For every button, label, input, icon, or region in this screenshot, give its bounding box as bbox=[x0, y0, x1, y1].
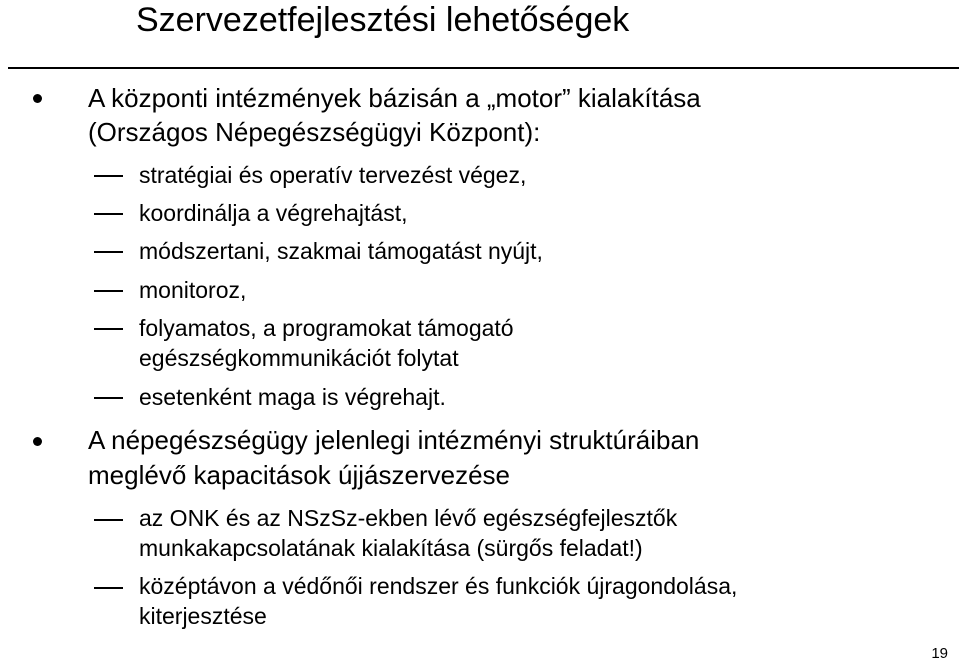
sub-bullet-text-line: kiterjesztése bbox=[139, 603, 267, 629]
sub-bullet-text-line: középtávon a védőnői rendszer és funkciók újragondolása, bbox=[139, 573, 738, 599]
bullet-text-line: meglévő kapacitások újjászervezése bbox=[88, 460, 510, 490]
bullet-text-line: A népegészségügy jelenlegi intézményi struktúráiban bbox=[88, 425, 700, 455]
bullet-text-line: (Országos Népegészségügyi Központ): bbox=[88, 117, 541, 147]
dash-icon bbox=[94, 213, 123, 215]
dash-icon bbox=[94, 175, 123, 177]
sub-bullet-text-line: esetenként maga is végrehajt. bbox=[139, 384, 446, 410]
title-divider bbox=[8, 67, 959, 69]
dash-icon bbox=[94, 290, 123, 292]
sub-bullet-text-line: monitoroz, bbox=[139, 277, 247, 303]
dash-icon bbox=[94, 519, 123, 521]
page-title: Szervezetfejlesztési lehetőségek bbox=[136, 1, 630, 39]
dash-icon bbox=[94, 328, 123, 330]
sub-bullet-text-line: egészségkommunikációt folytat bbox=[139, 345, 459, 371]
dash-icon bbox=[94, 587, 123, 589]
dash-icon bbox=[94, 251, 123, 253]
sub-bullet-text-line: az ONK és az NSzSz-ekben lévő egészségfejlesztők bbox=[139, 505, 678, 531]
bullet-text-line: A központi intézmények bázisán a „motor” kialakítása bbox=[88, 83, 701, 113]
bullet-dot-icon bbox=[33, 437, 42, 446]
sub-bullet-text-line: módszertani, szakmai támogatást nyújt, bbox=[139, 238, 543, 264]
sub-bullet-text-line: folyamatos, a programokat támogató bbox=[139, 315, 514, 341]
page-number: 19 bbox=[931, 645, 948, 662]
sub-bullet-text-line: koordinálja a végrehajtást, bbox=[139, 200, 408, 226]
dash-icon bbox=[94, 397, 123, 399]
sub-bullet-text-line: stratégiai és operatív tervezést végez, bbox=[139, 162, 527, 188]
sub-bullet-text-line: munkakapcsolatának kialakítása (sürgős feladat!) bbox=[139, 535, 643, 561]
bullet-dot-icon bbox=[33, 94, 42, 103]
